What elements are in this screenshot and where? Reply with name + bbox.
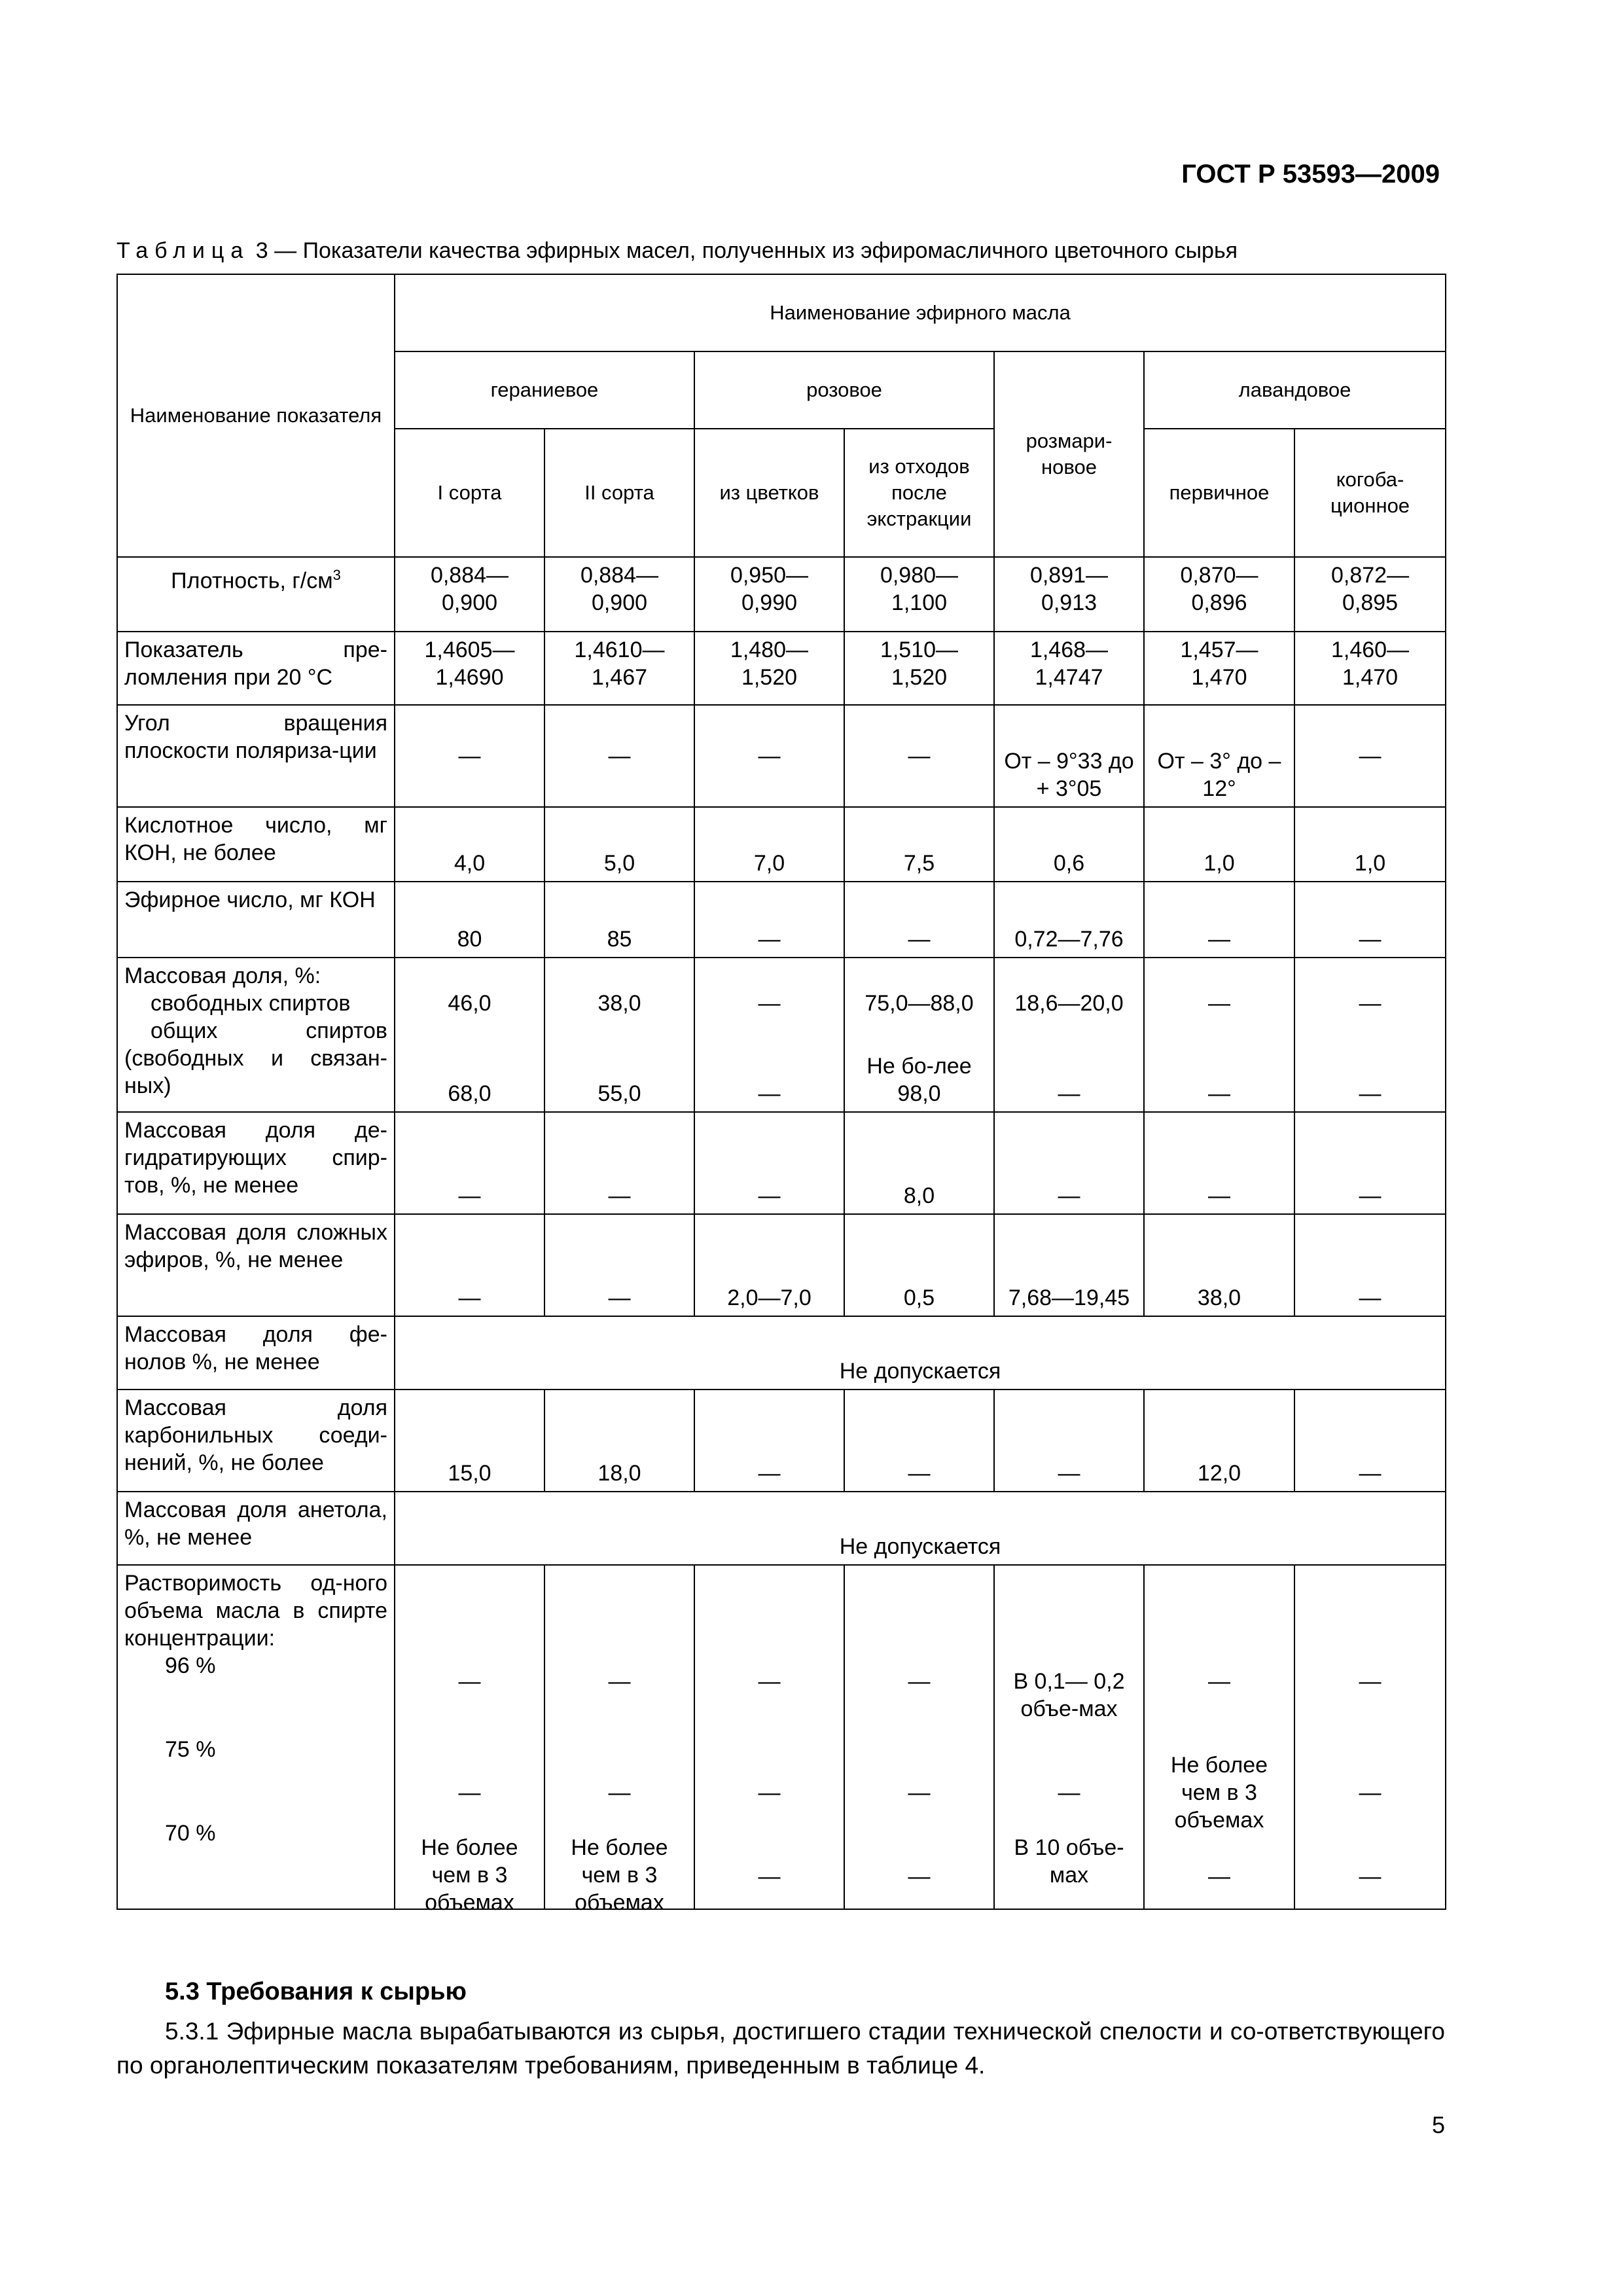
table-caption-label: Таблица: [116, 238, 250, 263]
table-row: [117, 1214, 1446, 1316]
table-caption-text: 3 — Показатели качества эфирных масел, полученных из эфиромасличного цветочного сырья: [255, 238, 1238, 263]
table-cell: 0,980— 1,100: [844, 557, 994, 632]
solubility-70-value: —: [908, 1864, 931, 1889]
table-cell: —: [694, 705, 844, 807]
table-cell: [1294, 1565, 1446, 1909]
table-cell: [994, 1565, 1144, 1909]
solubility-75-value: —: [608, 1780, 631, 1805]
table-cell: 7,0: [694, 807, 844, 882]
alcohols-total-value: —: [1058, 1081, 1080, 1106]
table-cell: [994, 958, 1144, 1112]
row-label-solubility: [117, 1565, 395, 1909]
table-cell: [1144, 958, 1294, 1112]
alcohols-label: Массовая доля, %:: [124, 963, 321, 988]
alcohols-free-value: 46,0: [448, 991, 491, 1016]
alcohols-total-value: 55,0: [597, 1081, 641, 1106]
col-header-indicator: Наименование показателя: [117, 274, 395, 557]
col-header-grade-2: II сорта: [544, 429, 694, 557]
solubility-96-label: 96 %: [165, 1653, 216, 1678]
table-row: [117, 1390, 1446, 1492]
solubility-75-value: —: [1359, 1780, 1382, 1805]
section-title: 5.3 Требования к сырью: [165, 1978, 467, 2005]
solubility-label: Растворимость од-ного объема масла в спирте концентрации:: [124, 1571, 387, 1651]
alcohols-free-value: —: [1208, 991, 1230, 1016]
solubility-75-value: —: [1058, 1780, 1080, 1805]
density-label: Плотность, г/см: [171, 568, 333, 594]
row-label-alcohols: [117, 958, 395, 1112]
alcohols-free-value: 18,6—20,0: [1014, 991, 1124, 1016]
table-cell: [395, 958, 544, 1112]
table-cell: 1,0: [1144, 807, 1294, 882]
table-cell: 0,72—7,76: [994, 882, 1144, 958]
table-cell: 85: [544, 882, 694, 958]
table-cell: 5,0: [544, 807, 694, 882]
alcohols-total-value: —: [1359, 1081, 1382, 1106]
table-cell-merged: Не допускается: [395, 1316, 1446, 1390]
table-cell: —: [1294, 1112, 1446, 1214]
table-row: [117, 1316, 1446, 1390]
solubility-96-value: —: [608, 1669, 631, 1694]
solubility-96-value: —: [758, 1669, 781, 1694]
table-cell: 7,68—19,45: [994, 1214, 1144, 1316]
quality-table: [116, 274, 1446, 1915]
table-cell: 0,6: [994, 807, 1144, 882]
alcohols-total-value: 68,0: [448, 1081, 491, 1106]
table-cell: 1,480— 1,520: [694, 632, 844, 705]
density-unit-exponent: 3: [332, 567, 341, 583]
table-cell: —: [844, 882, 994, 958]
alcohols-free-value: 38,0: [597, 991, 641, 1016]
solubility-70-value: —: [1359, 1864, 1382, 1889]
table-cell: —: [1144, 882, 1294, 958]
row-label-refraction: Показатель пре-ломления при 20 °С: [117, 632, 395, 705]
alcohols-total-value: —: [758, 1081, 781, 1106]
solubility-96-value: В 0,1— 0,2 объе-мах: [1013, 1669, 1125, 1721]
table-cell: 1,4610— 1,467: [544, 632, 694, 705]
table-cell: 1,457— 1,470: [1144, 632, 1294, 705]
table-cell: 0,950— 0,990: [694, 557, 844, 632]
table-cell: [694, 1565, 844, 1909]
row-label-acid-number: Кислотное число, мг КОН, не более: [117, 807, 395, 882]
table-cell: —: [1294, 1214, 1446, 1316]
col-header-primary: первичное: [1144, 429, 1294, 557]
col-header-rose: розовое: [694, 351, 994, 429]
row-label-density: [117, 557, 395, 632]
row-label-carbonyl: Массовая доля карбонильных соеди-нений, %, не более: [117, 1390, 395, 1492]
solubility-70-label: 70 %: [165, 1821, 216, 1846]
table-cell: 1,460— 1,470: [1294, 632, 1446, 705]
table-cell: —: [694, 882, 844, 958]
table-cell: —: [994, 1390, 1144, 1492]
table-cell: —: [694, 1390, 844, 1492]
table-cell: 12,0: [1144, 1390, 1294, 1492]
row-label-rotation: Угол вращения плоскости поляриза-ции: [117, 705, 395, 807]
table-cell: 0,872— 0,895: [1294, 557, 1446, 632]
table-cell: [395, 1565, 544, 1915]
solubility-96-value: —: [908, 1669, 931, 1694]
row-label-phenols: Массовая доля фе-нолов %, не менее: [117, 1316, 395, 1390]
solubility-96-value: —: [1359, 1669, 1382, 1694]
col-header-rosemary: розмари-новое: [994, 351, 1144, 557]
table-cell: 1,4605— 1,4690: [395, 632, 544, 705]
section-paragraph: 5.3.1 Эфирные масла вырабатываются из сырья, достигшего стадии технической спелости и со-ответствующего по органолептическим показателям требованиям, приведенным в таблице 4.: [116, 2018, 1445, 2079]
alcohols-total-value: Не бо-лее 98,0: [866, 1054, 972, 1106]
solubility-75-value: Не более чем в 3 объемах: [1170, 1753, 1268, 1833]
table-cell: 0,884— 0,900: [544, 557, 694, 632]
solubility-75-label: 75 %: [165, 1737, 216, 1762]
table-row: [117, 1565, 1446, 1909]
table-row: [117, 882, 1446, 958]
table-row: [117, 958, 1446, 1112]
table-row: [117, 557, 1446, 632]
col-header-from-waste: из отходов после экстракции: [844, 429, 994, 557]
document-code: ГОСТ Р 53593—2009: [1181, 160, 1440, 188]
table-cell-merged: Не допускается: [395, 1492, 1446, 1565]
solubility-96-value: —: [1208, 1669, 1230, 1694]
table-cell: [844, 1565, 994, 1909]
row-label-ester-number: Эфирное число, мг КОН: [117, 882, 395, 958]
table-cell: —: [395, 705, 544, 807]
table-cell: 38,0: [1144, 1214, 1294, 1316]
table-cell: —: [1144, 1112, 1294, 1214]
solubility-75-value: —: [758, 1780, 781, 1805]
table-cell: —: [544, 705, 694, 807]
col-header-oil-group: Наименование эфирного масла: [395, 274, 1446, 351]
table-cell: От – 3° до – 12°: [1144, 705, 1294, 807]
table-cell: [544, 958, 694, 1112]
row-label-dehydrating-alcohols: Массовая доля де-гидратирующих спир-тов, %, не менее: [117, 1112, 395, 1214]
table-cell: 4,0: [395, 807, 544, 882]
table-cell: [844, 958, 994, 1112]
table-cell: 80: [395, 882, 544, 958]
table-cell: —: [544, 1112, 694, 1214]
table-cell: —: [844, 1390, 994, 1492]
table-row: [117, 705, 1446, 807]
table-cell: [544, 1565, 694, 1915]
alcohols-free-value: 75,0—88,0: [865, 991, 974, 1016]
table-cell: —: [395, 1112, 544, 1214]
table-cell: 18,0: [544, 1390, 694, 1492]
table-cell: 0,5: [844, 1214, 994, 1316]
table-row: [117, 1112, 1446, 1214]
page-number: 5: [1431, 2111, 1445, 2138]
alcohols-free-label: свободных спиртов: [151, 991, 351, 1016]
table-cell: 0,884— 0,900: [395, 557, 544, 632]
table-cell: 15,0: [395, 1390, 544, 1492]
table-cell: —: [694, 1112, 844, 1214]
table-cell: 1,510— 1,520: [844, 632, 994, 705]
table-caption: [116, 238, 1238, 264]
table-cell: 1,468— 1,4747: [994, 632, 1144, 705]
alcohols-total-value: —: [1208, 1081, 1230, 1106]
col-header-grade-1: I сорта: [395, 429, 544, 557]
table-cell: —: [395, 1214, 544, 1316]
table-cell: [694, 958, 844, 1112]
table-cell: 8,0: [844, 1112, 994, 1214]
solubility-70-value: Не более чем в 3 объемах: [421, 1835, 518, 1915]
table-row: [117, 1492, 1446, 1565]
table-cell: —: [1294, 705, 1446, 807]
alcohols-total-label: общих спиртов (свободных и связан-ных): [124, 1018, 387, 1098]
col-header-cohobation: когоба-ционное: [1294, 429, 1446, 557]
table-cell: [1294, 958, 1446, 1112]
col-header-lavender: лавандовое: [1144, 351, 1446, 429]
table-cell: —: [1294, 1390, 1446, 1492]
alcohols-free-value: —: [1359, 991, 1382, 1016]
table-cell: —: [1294, 882, 1446, 958]
solubility-75-value: —: [908, 1780, 931, 1805]
table-cell: 0,891— 0,913: [994, 557, 1144, 632]
table-cell: 2,0—7,0: [694, 1214, 844, 1316]
table-cell: От – 9°33 до + 3°05: [994, 705, 1144, 807]
table-cell: —: [544, 1214, 694, 1316]
table-cell: 0,870— 0,896: [1144, 557, 1294, 632]
col-header-geranium: гераниевое: [395, 351, 694, 429]
table-row: [117, 632, 1446, 705]
solubility-70-value: —: [1208, 1864, 1230, 1889]
alcohols-free-value: —: [758, 991, 781, 1016]
solubility-70-value: —: [758, 1864, 781, 1889]
row-label-esters: Массовая доля сложных эфиров, %, не менее: [117, 1214, 395, 1316]
table-row: [117, 807, 1446, 882]
table-cell: 7,5: [844, 807, 994, 882]
table-cell: —: [844, 705, 994, 807]
solubility-70-value: Не более чем в 3 объемах: [571, 1835, 668, 1915]
table-cell: 1,0: [1294, 807, 1446, 882]
table-cell: —: [994, 1112, 1144, 1214]
solubility-70-value: В 10 объе-мах: [1014, 1835, 1124, 1888]
row-label-anethole: Массовая доля анетола, %, не менее: [117, 1492, 395, 1565]
solubility-96-value: —: [458, 1669, 481, 1694]
col-header-from-flowers: из цветков: [694, 429, 844, 557]
solubility-75-value: —: [458, 1780, 481, 1805]
table-cell: [1144, 1565, 1294, 1909]
